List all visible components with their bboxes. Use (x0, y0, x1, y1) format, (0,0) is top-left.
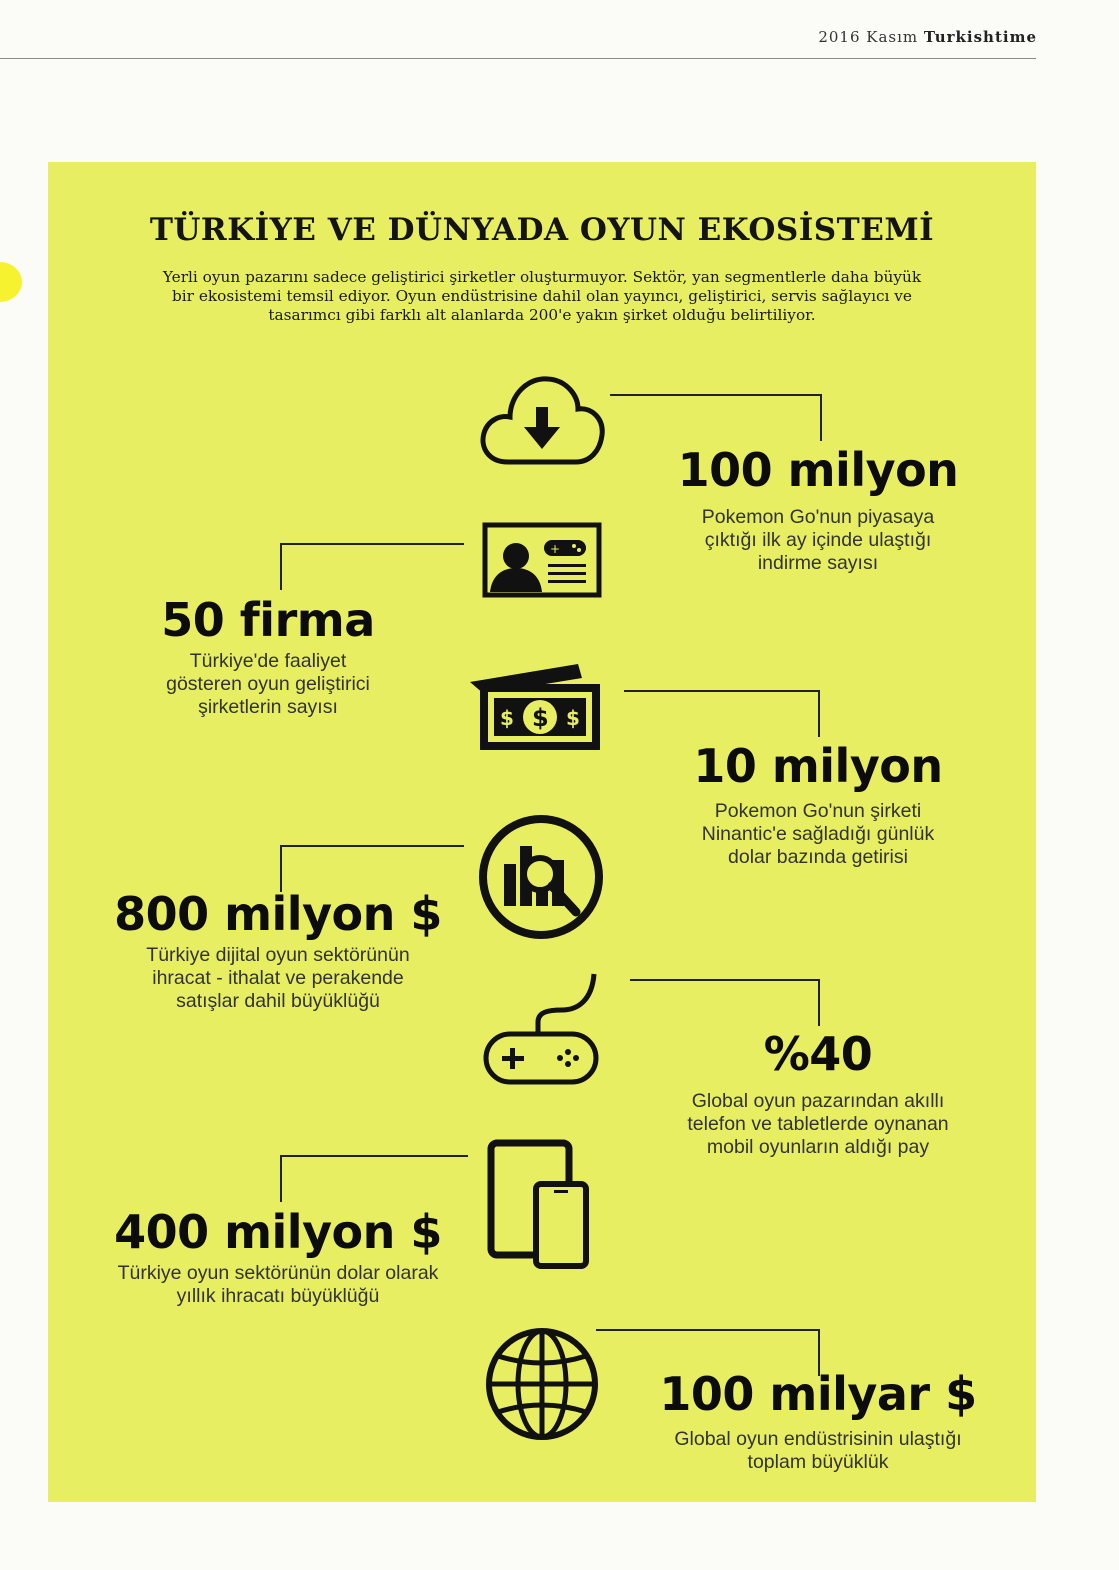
cloud-download-icon (478, 367, 608, 467)
stat-description-line: Pokemon Go'nun şirketi (714, 800, 922, 822)
stat-description-line: Pokemon Go'nun piyasaya (701, 506, 935, 528)
stat-description-line: Türkiye'de faaliyet (189, 650, 347, 672)
stat-value: 800 milyon $ (114, 887, 442, 941)
money-icon (466, 662, 606, 754)
stat-description (628, 506, 1008, 575)
stat-downloads (628, 444, 1008, 575)
stat-value: 50 firma (161, 593, 375, 647)
svg-text:$: $ (500, 706, 514, 730)
margin-marker (0, 262, 22, 302)
header-divider (0, 58, 1036, 59)
globe-icon (484, 1326, 600, 1442)
intro-line: Yerli oyun pazarını sadece geliştirici şirketler oluşturmuyor. Sektör, yan segmentlerle daha büyük (162, 268, 922, 286)
stat-mobile-share (628, 1028, 1008, 1159)
stat-description-line: yıllık ihracatı büyüklüğü (176, 1285, 380, 1307)
stat-description-line: Ninantic'e sağladığı günlük (701, 823, 935, 845)
stat-description (88, 944, 468, 1013)
stat-value: 100 milyon (677, 443, 959, 497)
stat-description-line: Türkiye oyun sektörünün dolar olarak (117, 1262, 439, 1284)
stat-description-line: telefon ve tabletlerde oynanan (687, 1113, 949, 1135)
stat-description-line: gösteren oyun geliştirici (166, 673, 370, 695)
stat-value: 400 milyon $ (114, 1205, 442, 1259)
stat-sector-size (88, 888, 468, 1013)
tablet-phone-icon (488, 1140, 592, 1270)
stat-description-line: çıktığı ilk ay içinde ulaştığı (704, 529, 932, 551)
intro-line: bir ekosistemi temsil ediyor. Oyun endüstrisine dahil olan yayıncı, geliştirici, servis sağlayıcı ve (172, 287, 912, 305)
infographic-title: TÜRKİYE VE DÜNYADA OYUN EKOSİSTEMİ (149, 212, 935, 248)
stat-description-line: şirketlerin sayısı (198, 696, 338, 718)
page-header (818, 28, 1037, 46)
stat-description-line: satışlar dahil büyüklüğü (176, 990, 380, 1012)
stat-description (88, 1262, 468, 1308)
intro-paragraph (110, 268, 974, 325)
stat-description-line: dolar bazında getirisi (728, 846, 908, 868)
stat-description-line: indirme sayısı (757, 552, 879, 574)
stat-description-line: Global oyun endüstrisinin ulaştığı (674, 1428, 962, 1450)
stat-description-line: ihracat - ithalat ve perakende (152, 967, 404, 989)
stat-global-industry (628, 1368, 1008, 1474)
connector-line (610, 394, 822, 441)
stat-description-line: Türkiye dijital oyun sektörünün (146, 944, 410, 966)
analytics-magnifier-icon (476, 812, 606, 942)
connector-line (630, 979, 820, 1026)
connector-line (280, 543, 464, 590)
stat-description-line: mobil oyunların aldığı pay (706, 1136, 930, 1158)
stat-daily-revenue (628, 740, 1008, 869)
svg-text:+: + (550, 542, 561, 556)
issue-date: 2016 Kasım (818, 28, 919, 46)
svg-text:$: $ (532, 704, 549, 732)
stat-description-line: toplam büyüklük (747, 1451, 889, 1473)
stat-description (628, 1090, 1008, 1159)
brand-name: Turkishtime (923, 28, 1037, 46)
stat-description (98, 650, 438, 719)
stat-value: %40 (763, 1027, 873, 1081)
stat-firms (98, 594, 438, 719)
gamepad-icon (482, 970, 602, 1088)
intro-line: tasarımcı gibi farklı alt alanlarda 200'e yakın şirket olduğu belirtiliyor. (268, 306, 816, 324)
connector-line (280, 1155, 468, 1202)
svg-text:$: $ (566, 706, 580, 730)
infographic-panel (48, 162, 1036, 1502)
stat-value: 10 milyon (693, 739, 943, 793)
stat-description (628, 800, 1008, 869)
connector-line (280, 845, 464, 892)
developer-card-icon (482, 522, 602, 598)
stat-value: 100 milyar $ (659, 1367, 977, 1421)
connector-line (624, 690, 820, 737)
stat-description-line: Global oyun pazarından akıllı (691, 1090, 945, 1112)
stat-annual-export (88, 1206, 468, 1308)
stat-description (628, 1428, 1008, 1474)
